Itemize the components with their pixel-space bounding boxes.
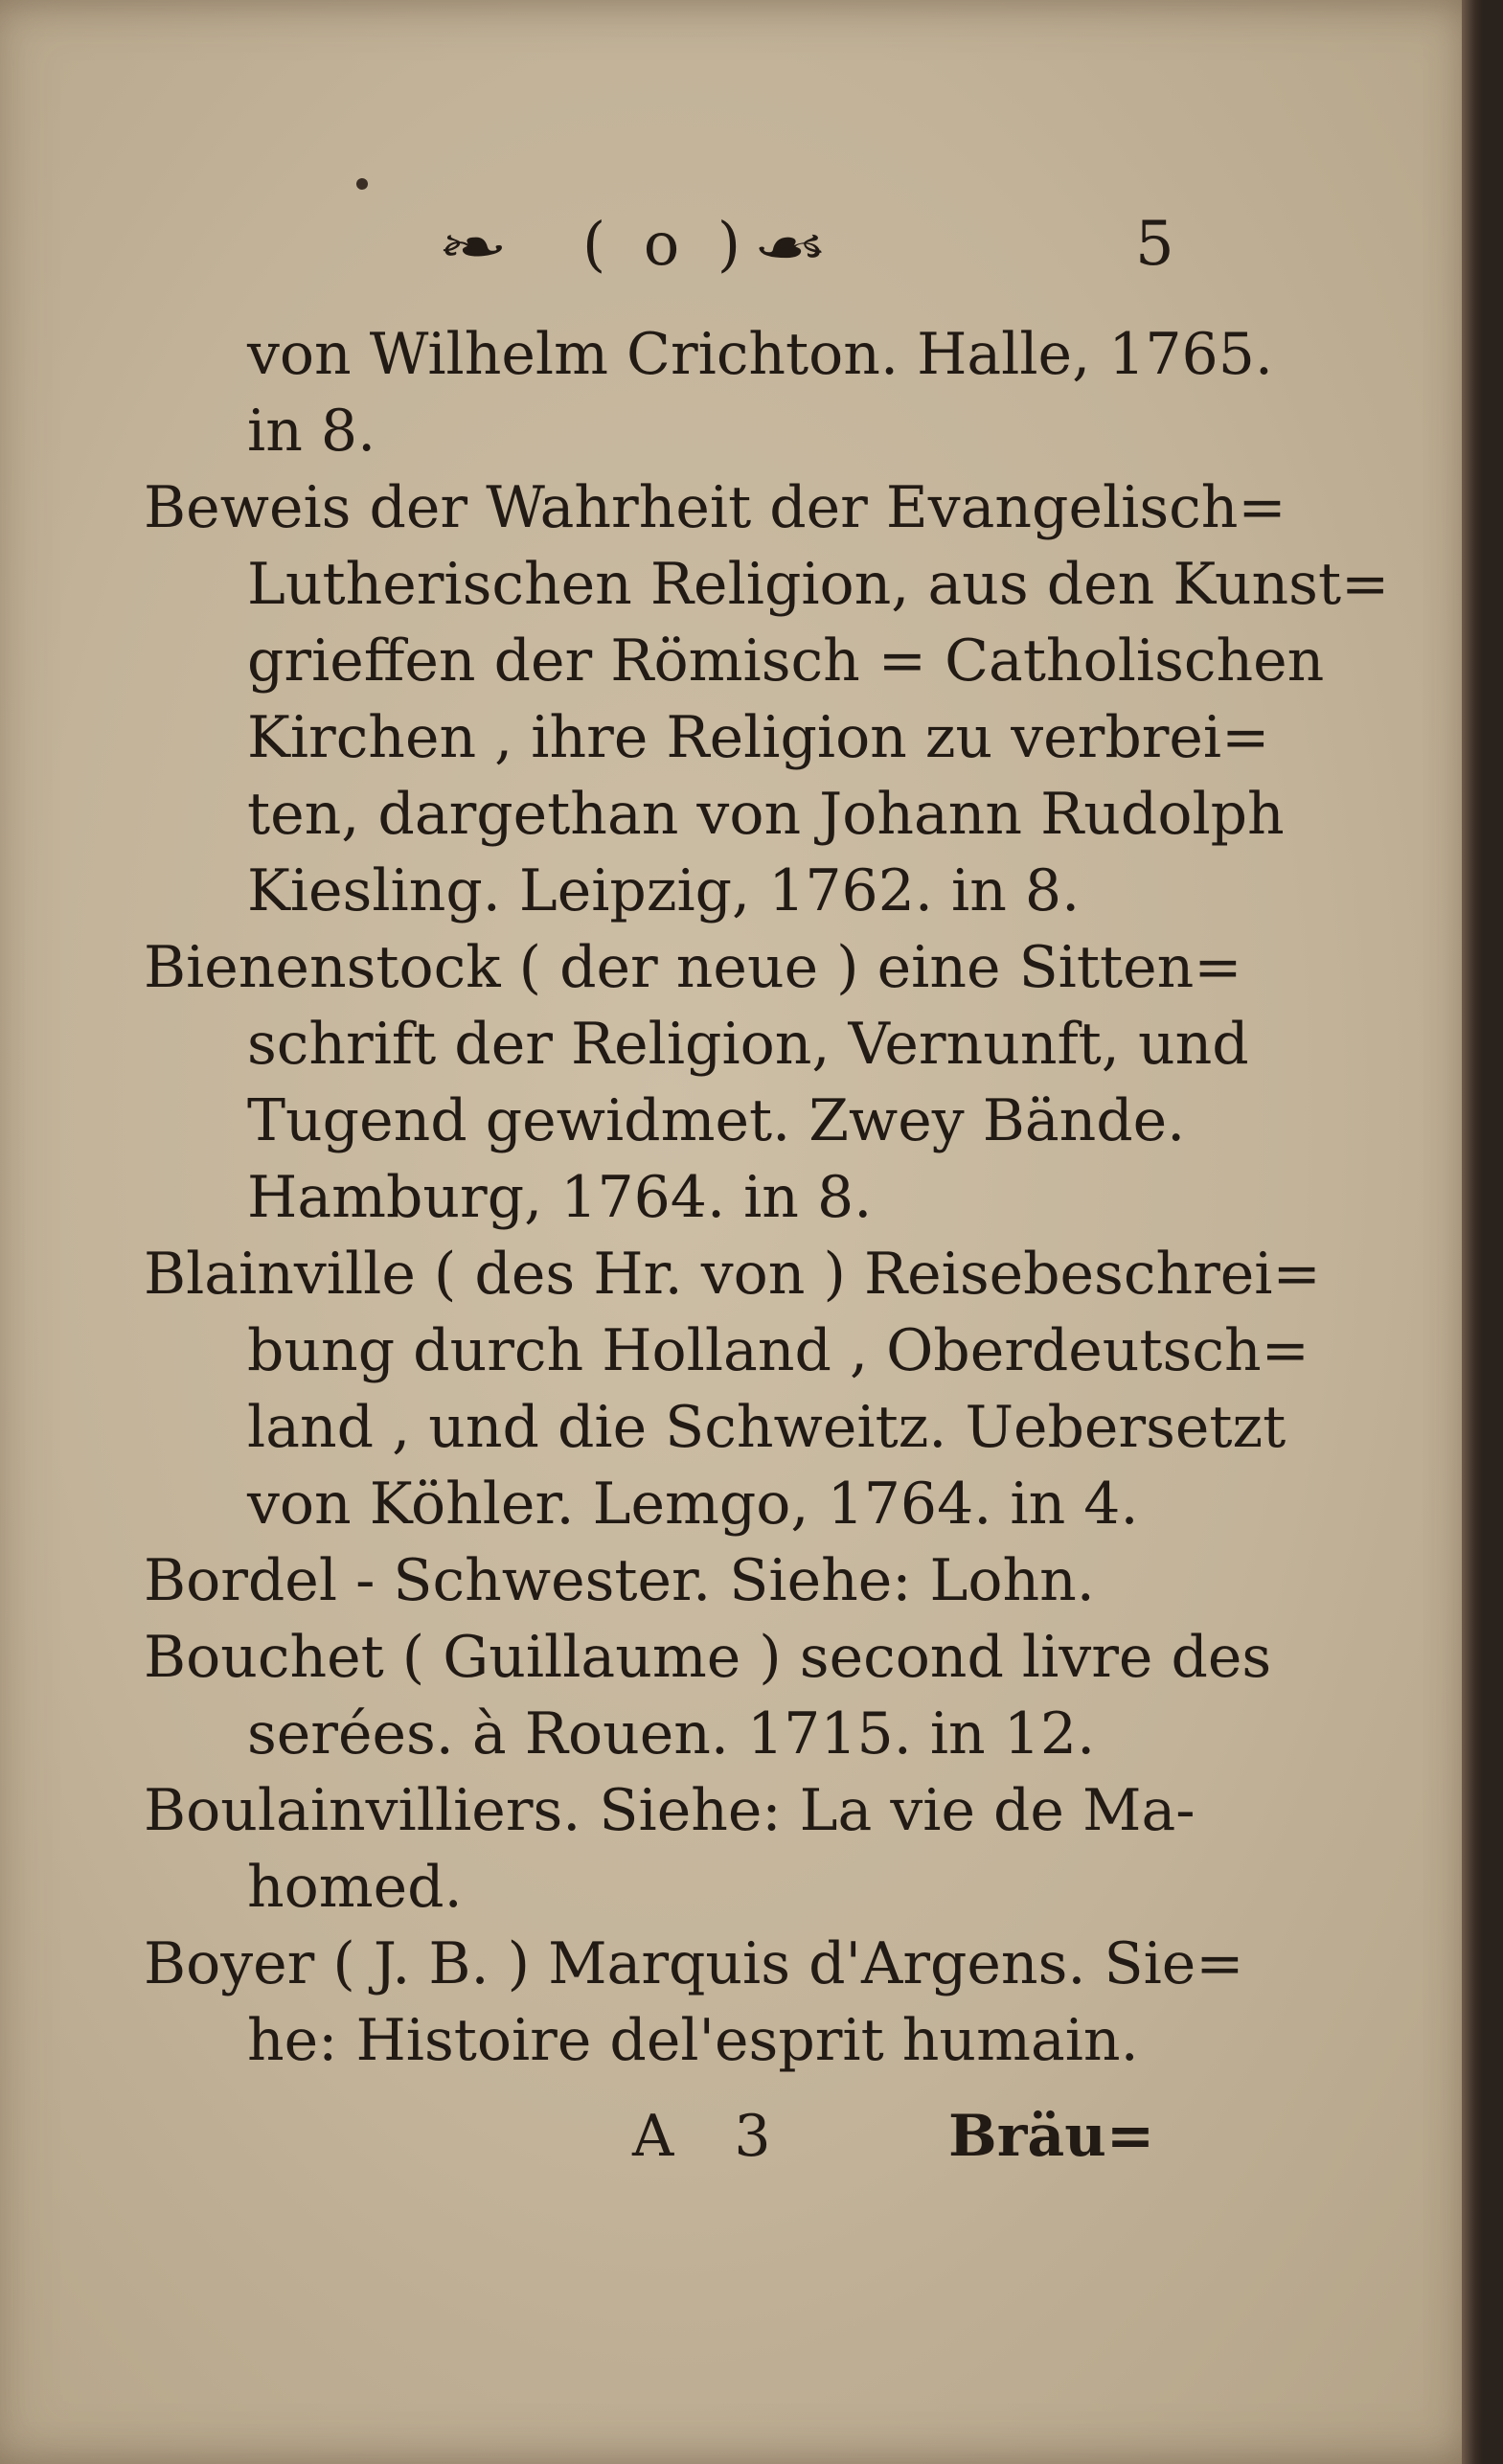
text-line: Lutherischen Religion, aus den Kunst= <box>247 551 1390 618</box>
entry-line: Bouchet ( Guillaume ) second livre des <box>144 1624 1272 1691</box>
entry-line: Boyer ( J. B. ) Marquis d'Argens. Sie= <box>144 1930 1244 1997</box>
text-line: homed. <box>247 1854 463 1921</box>
page-number: 5 <box>1135 209 1174 280</box>
entry-line: Beweis der Wahrheit der Evangelisch= <box>144 474 1287 541</box>
left-ornament-icon: ❧ <box>436 217 509 279</box>
text-line: bung durch Holland , Oberdeutsch= <box>247 1317 1309 1384</box>
text-line: Kirchen , ihre Religion zu verbrei= <box>247 704 1270 771</box>
text-line: grieffen der Römisch = Catholischen <box>247 627 1325 695</box>
text-line: ten, dargethan von Johann Rudolph <box>247 781 1285 848</box>
right-ornament-icon: ☙ <box>751 217 830 279</box>
entry-line: Boulainvilliers. Siehe: La vie de Ma- <box>144 1777 1196 1844</box>
ink-speck <box>356 178 368 190</box>
entry-line: Bordel - Schwester. Siehe: Lohn. <box>144 1547 1095 1614</box>
entry-line: Bienenstock ( der neue ) eine Sitten= <box>144 934 1242 1001</box>
text-line: von Köhler. Lemgo, 1764. in 4. <box>247 1471 1139 1538</box>
text-line: in 8. <box>247 398 376 465</box>
page-sign: ( o ) <box>582 209 751 279</box>
text-line: Hamburg, 1764. in 8. <box>247 1164 873 1231</box>
text-line: von Wilhelm Crichton. Halle, 1765. <box>247 321 1273 388</box>
signature-mark: A 3 <box>632 2103 792 2170</box>
text-line: land , und die Schweitz. Uebersetzt <box>247 1394 1287 1461</box>
text-line: serées. à Rouen. 1715. in 12. <box>247 1700 1096 1768</box>
page-footer <box>0 2103 1483 2189</box>
text-line: Kiesling. Leipzig, 1762. in 8. <box>247 857 1081 924</box>
page-edge <box>1462 0 1483 2464</box>
text-line: Tugend gewidmet. Zwey Bände. <box>247 1087 1186 1154</box>
catchword: Bräu= <box>948 2103 1155 2170</box>
entry-line: Blainville ( des Hr. von ) Reisebeschrei= <box>144 1241 1321 1308</box>
text-line: he: Histoire del'esprit humain. <box>247 2007 1139 2074</box>
page-header <box>0 209 1483 295</box>
text-line: schrift der Religion, Vernunft, und <box>247 1011 1249 1078</box>
